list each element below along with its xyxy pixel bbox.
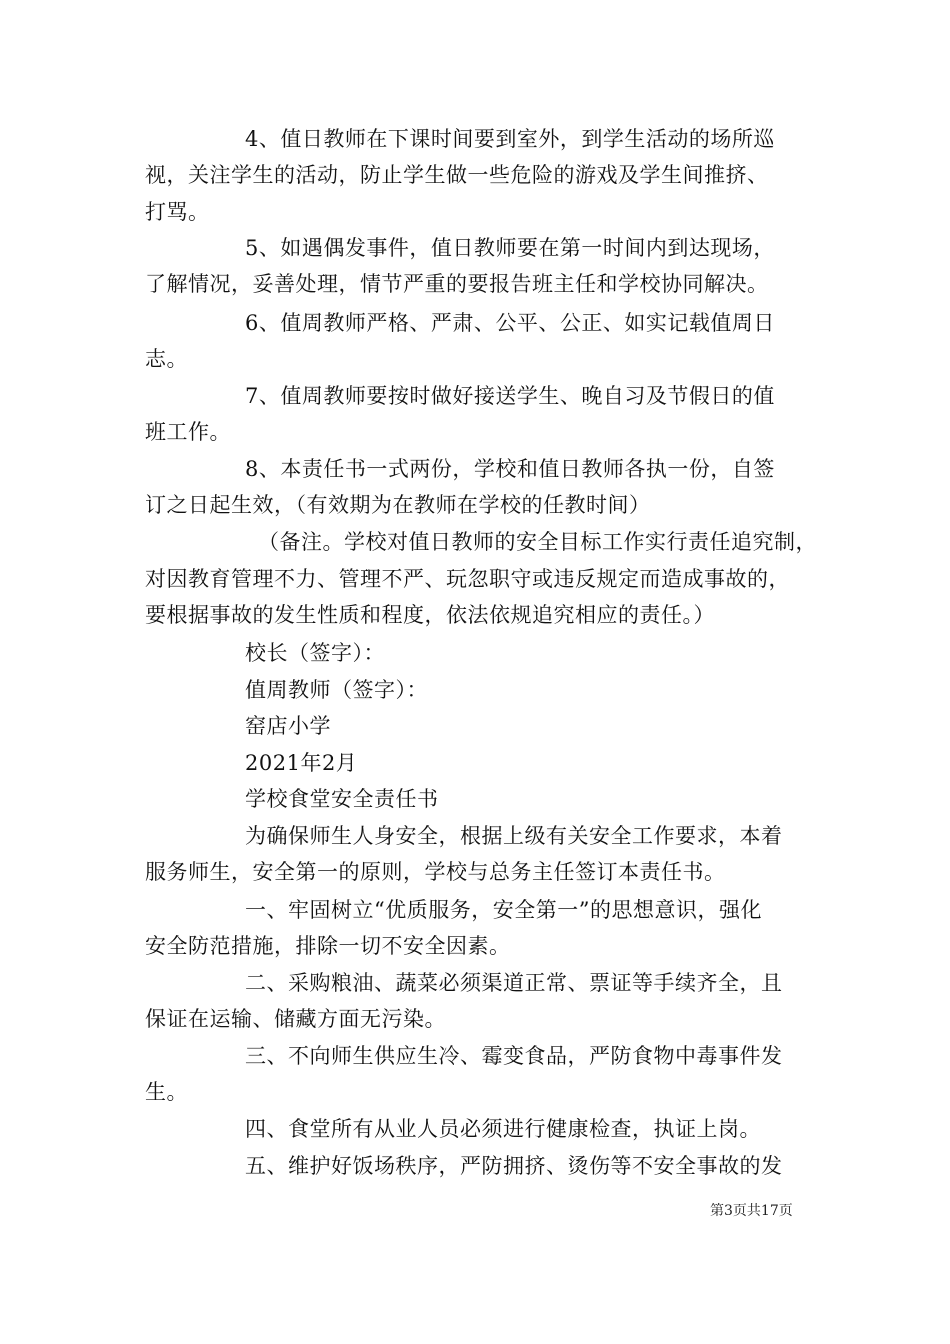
paragraph-line: 志。 <box>145 347 188 371</box>
teacher-signature-label: 值周教师（签字）： <box>245 678 428 702</box>
note-line: 要根据事故的发生性质和程度，依法依规追究相应的责任。） <box>145 603 715 627</box>
paragraph-line: 一、牢固树立“优质服务，安全第一”的思想意识，强化 <box>245 898 762 922</box>
school-name: 窑店小学 <box>245 714 331 738</box>
paragraph-line: 生。 <box>145 1080 188 1104</box>
paragraph-line: 班工作。 <box>145 420 231 444</box>
section-title: 学校食堂安全责任书 <box>245 787 439 811</box>
paragraph-line: 服务师生，安全第一的原则，学校与总务主任签订本责任书。 <box>145 860 726 884</box>
document-date: 2021年2月 <box>245 751 358 775</box>
paragraph-line: 三、不向师生供应生冷、霉变食品，严防食物中毒事件发 <box>245 1044 783 1068</box>
paragraph-line: 8、本责任书一式两份，学校和值日教师各执一份，自签 <box>245 457 775 481</box>
paragraph-line: 二、采购粮油、蔬菜必须渠道正常、票证等手续齐全，且 <box>245 971 783 995</box>
paragraph-line: 五、维护好饭场秩序，严防拥挤、烫伤等不安全事故的发 <box>245 1154 783 1178</box>
note-line: （备注。学校对值日教师的安全目标工作实行责任追究制， <box>258 530 817 554</box>
paragraph-line: 四、食堂所有从业人员必须进行健康检查，执证上岗。 <box>245 1117 761 1141</box>
paragraph-line: 7、值周教师要按时做好接送学生、晚自习及节假日的值 <box>245 384 775 408</box>
paragraph-line: 安全防范措施，排除一切不安全因素。 <box>145 934 511 958</box>
paragraph-line: 视，关注学生的活动，防止学生做一些危险的游戏及学生间推挤、 <box>145 163 769 187</box>
paragraph-line: 保证在运输、储藏方面无污染。 <box>145 1007 446 1031</box>
paragraph-line: 了解情况，妥善处理，情节严重的要报告班主任和学校协同解决。 <box>145 272 769 296</box>
page-number: 第3页共17页 <box>710 1203 793 1219</box>
paragraph-line: 6、值周教师严格、严肃、公平、公正、如实记载值周日 <box>245 311 775 335</box>
paragraph-line: 4、值日教师在下课时间要到室外，到学生活动的场所巡 <box>245 127 775 151</box>
principal-signature-label: 校长（签字）： <box>245 641 385 665</box>
paragraph-line: 打骂。 <box>145 200 210 224</box>
paragraph-line: 订之日起生效，（有效期为在教师在学校的任教时间） <box>145 493 651 517</box>
note-line: 对因教育管理不力、管理不严、玩忽职守或违反规定而造成事故的， <box>145 567 790 591</box>
paragraph-line: 为确保师生人身安全，根据上级有关安全工作要求，本着 <box>245 824 783 848</box>
paragraph-line: 5、如遇偶发事件，值日教师要在第一时间内到达现场， <box>245 236 775 260</box>
